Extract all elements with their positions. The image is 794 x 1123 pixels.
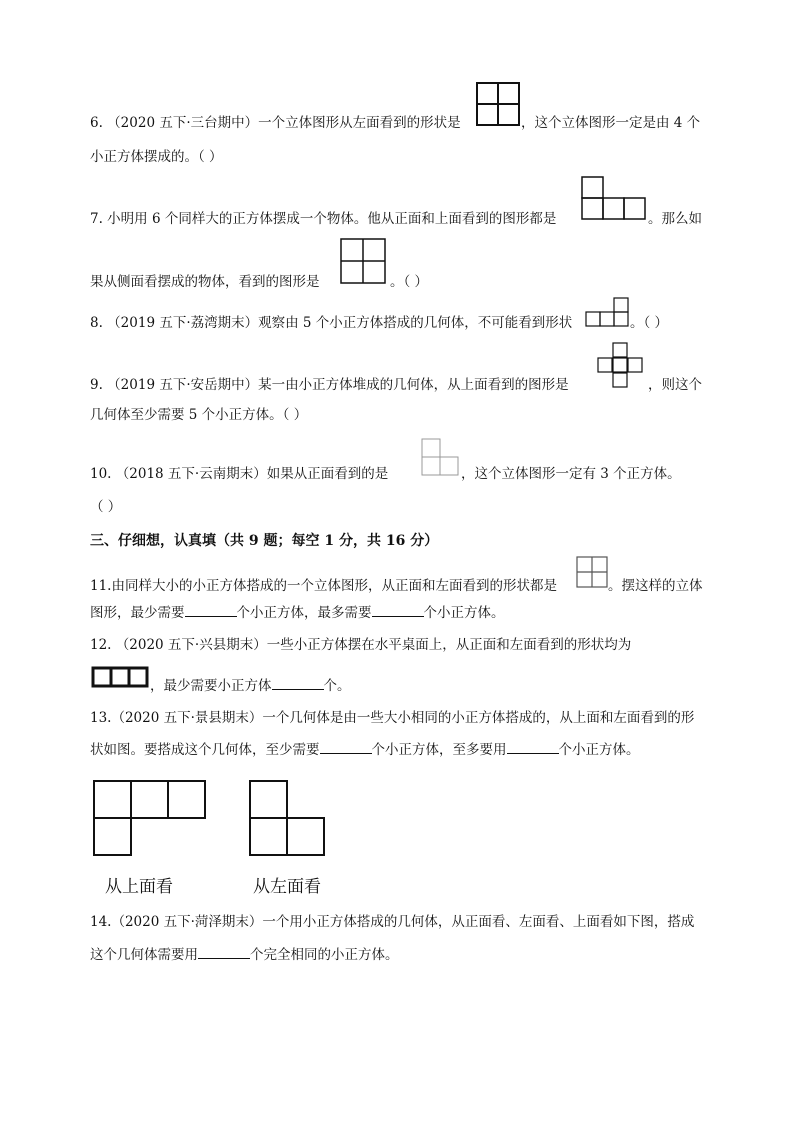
q11-blank-max[interactable]: [372, 602, 424, 617]
q13-blank-min[interactable]: [320, 739, 372, 754]
q6-figure-grid-2x2-icon: [476, 82, 520, 126]
q9-line1-post: ，则这个: [648, 377, 702, 393]
q7-line2: 果从侧面看摆成的物体，看到的图形是: [90, 274, 320, 290]
q6-line2: 小正方体摆成的。（ ）: [90, 149, 223, 165]
q10-figure-l-shape-3-squares-icon: [421, 438, 461, 476]
q13-left-view-icon: [248, 779, 326, 857]
q6-line1-post: ，这个立体图形一定是由 4 个: [521, 115, 701, 131]
q6-text-pre: 6. （2020 五下·三台期中）一个立体图形从左面看到的形状是: [90, 115, 461, 131]
q14-line2: 这个几何体需要用 个完全相同的小正方体。: [90, 944, 399, 965]
q13-caption-top-view: 从上面看: [105, 877, 173, 897]
q13-caption-left-view: 从左面看: [253, 877, 321, 897]
q11-line1-post: 。摆这样的立体: [608, 578, 703, 594]
q8-line1: 8. （2019 五下·荔湾期末）观察由 5 个小正方体搭成的几何体，不可能看到形状: [90, 315, 573, 331]
q10-line1-post: ，这个立体图形一定有 3 个正方体。: [461, 466, 681, 482]
q11-line1: 11.由同样大小的小正方体搭成的一个立体图形，从正面和左面看到的形状都是: [90, 578, 557, 594]
q13-blank-max[interactable]: [507, 739, 559, 754]
q10-line2: （ ）: [90, 499, 122, 515]
section-3-heading: 三、仔细想，认真填（共 9 题；每空 1 分，共 16 分）: [90, 533, 439, 549]
q6-line1: [90, 113, 461, 133]
q14-blank[interactable]: [198, 944, 250, 959]
q8-line1-post: 。（ ）: [630, 315, 669, 331]
q7-line2-post: 。（ ）: [390, 274, 429, 290]
q12-line2: ，最少需要小正方体 个。: [150, 675, 351, 696]
q9-line1: 9. （2019 五下·安岳期中）某一由小正方体堆成的几何体，从上面看到的图形是: [90, 377, 569, 393]
q13-line1: 13.（2020 五下·景县期末）一个几何体是由一些大小相同的小正方体搭成的，从上面和左面看到的形: [90, 710, 695, 726]
q13-top-view-icon: [92, 779, 208, 857]
q7-line1-post: 。那么如: [648, 211, 702, 227]
q14-line1: 14.（2020 五下·菏泽期末）一个用小正方体搭成的几何体，从正面看、左面看、上面看如下图，搭成: [90, 914, 695, 930]
q7-line1: 7. 小明用 6 个同样大的正方体摆成一个物体。他从正面和上面看到的图形都是: [90, 211, 557, 227]
q11-figure-grid-2x2-icon: [576, 556, 608, 588]
q11-blank-min[interactable]: [185, 602, 237, 617]
q9-line2: 几何体至少需要 5 个小正方体。（ ）: [90, 407, 308, 423]
q9-figure-cross-5-squares-icon: [597, 342, 643, 388]
q8-figure-row-3-with-top-square-icon: [585, 297, 630, 327]
q12-figure-row-3-squares-icon: [91, 666, 149, 688]
q10-line1: 10. （2018 五下·云南期末）如果从正面看到的是: [90, 466, 389, 482]
q12-line1: 12. （2020 五下·兴县期末）一些小正方体摆在水平桌面上，从正面和左面看到的形状均为: [90, 637, 632, 653]
q7-figure-grid-2x2-icon: [340, 238, 386, 284]
q7-figure-l-shape-4-squares-icon: [581, 176, 647, 220]
q11-line2: 图形，最少需要 个小正方体，最多需要 个小正方体。: [90, 602, 505, 623]
q12-blank[interactable]: [272, 675, 324, 690]
q13-line2: 状如图。要搭成这个几何体，至少需要 个小正方体，至多要用 个小正方体。: [90, 739, 640, 760]
